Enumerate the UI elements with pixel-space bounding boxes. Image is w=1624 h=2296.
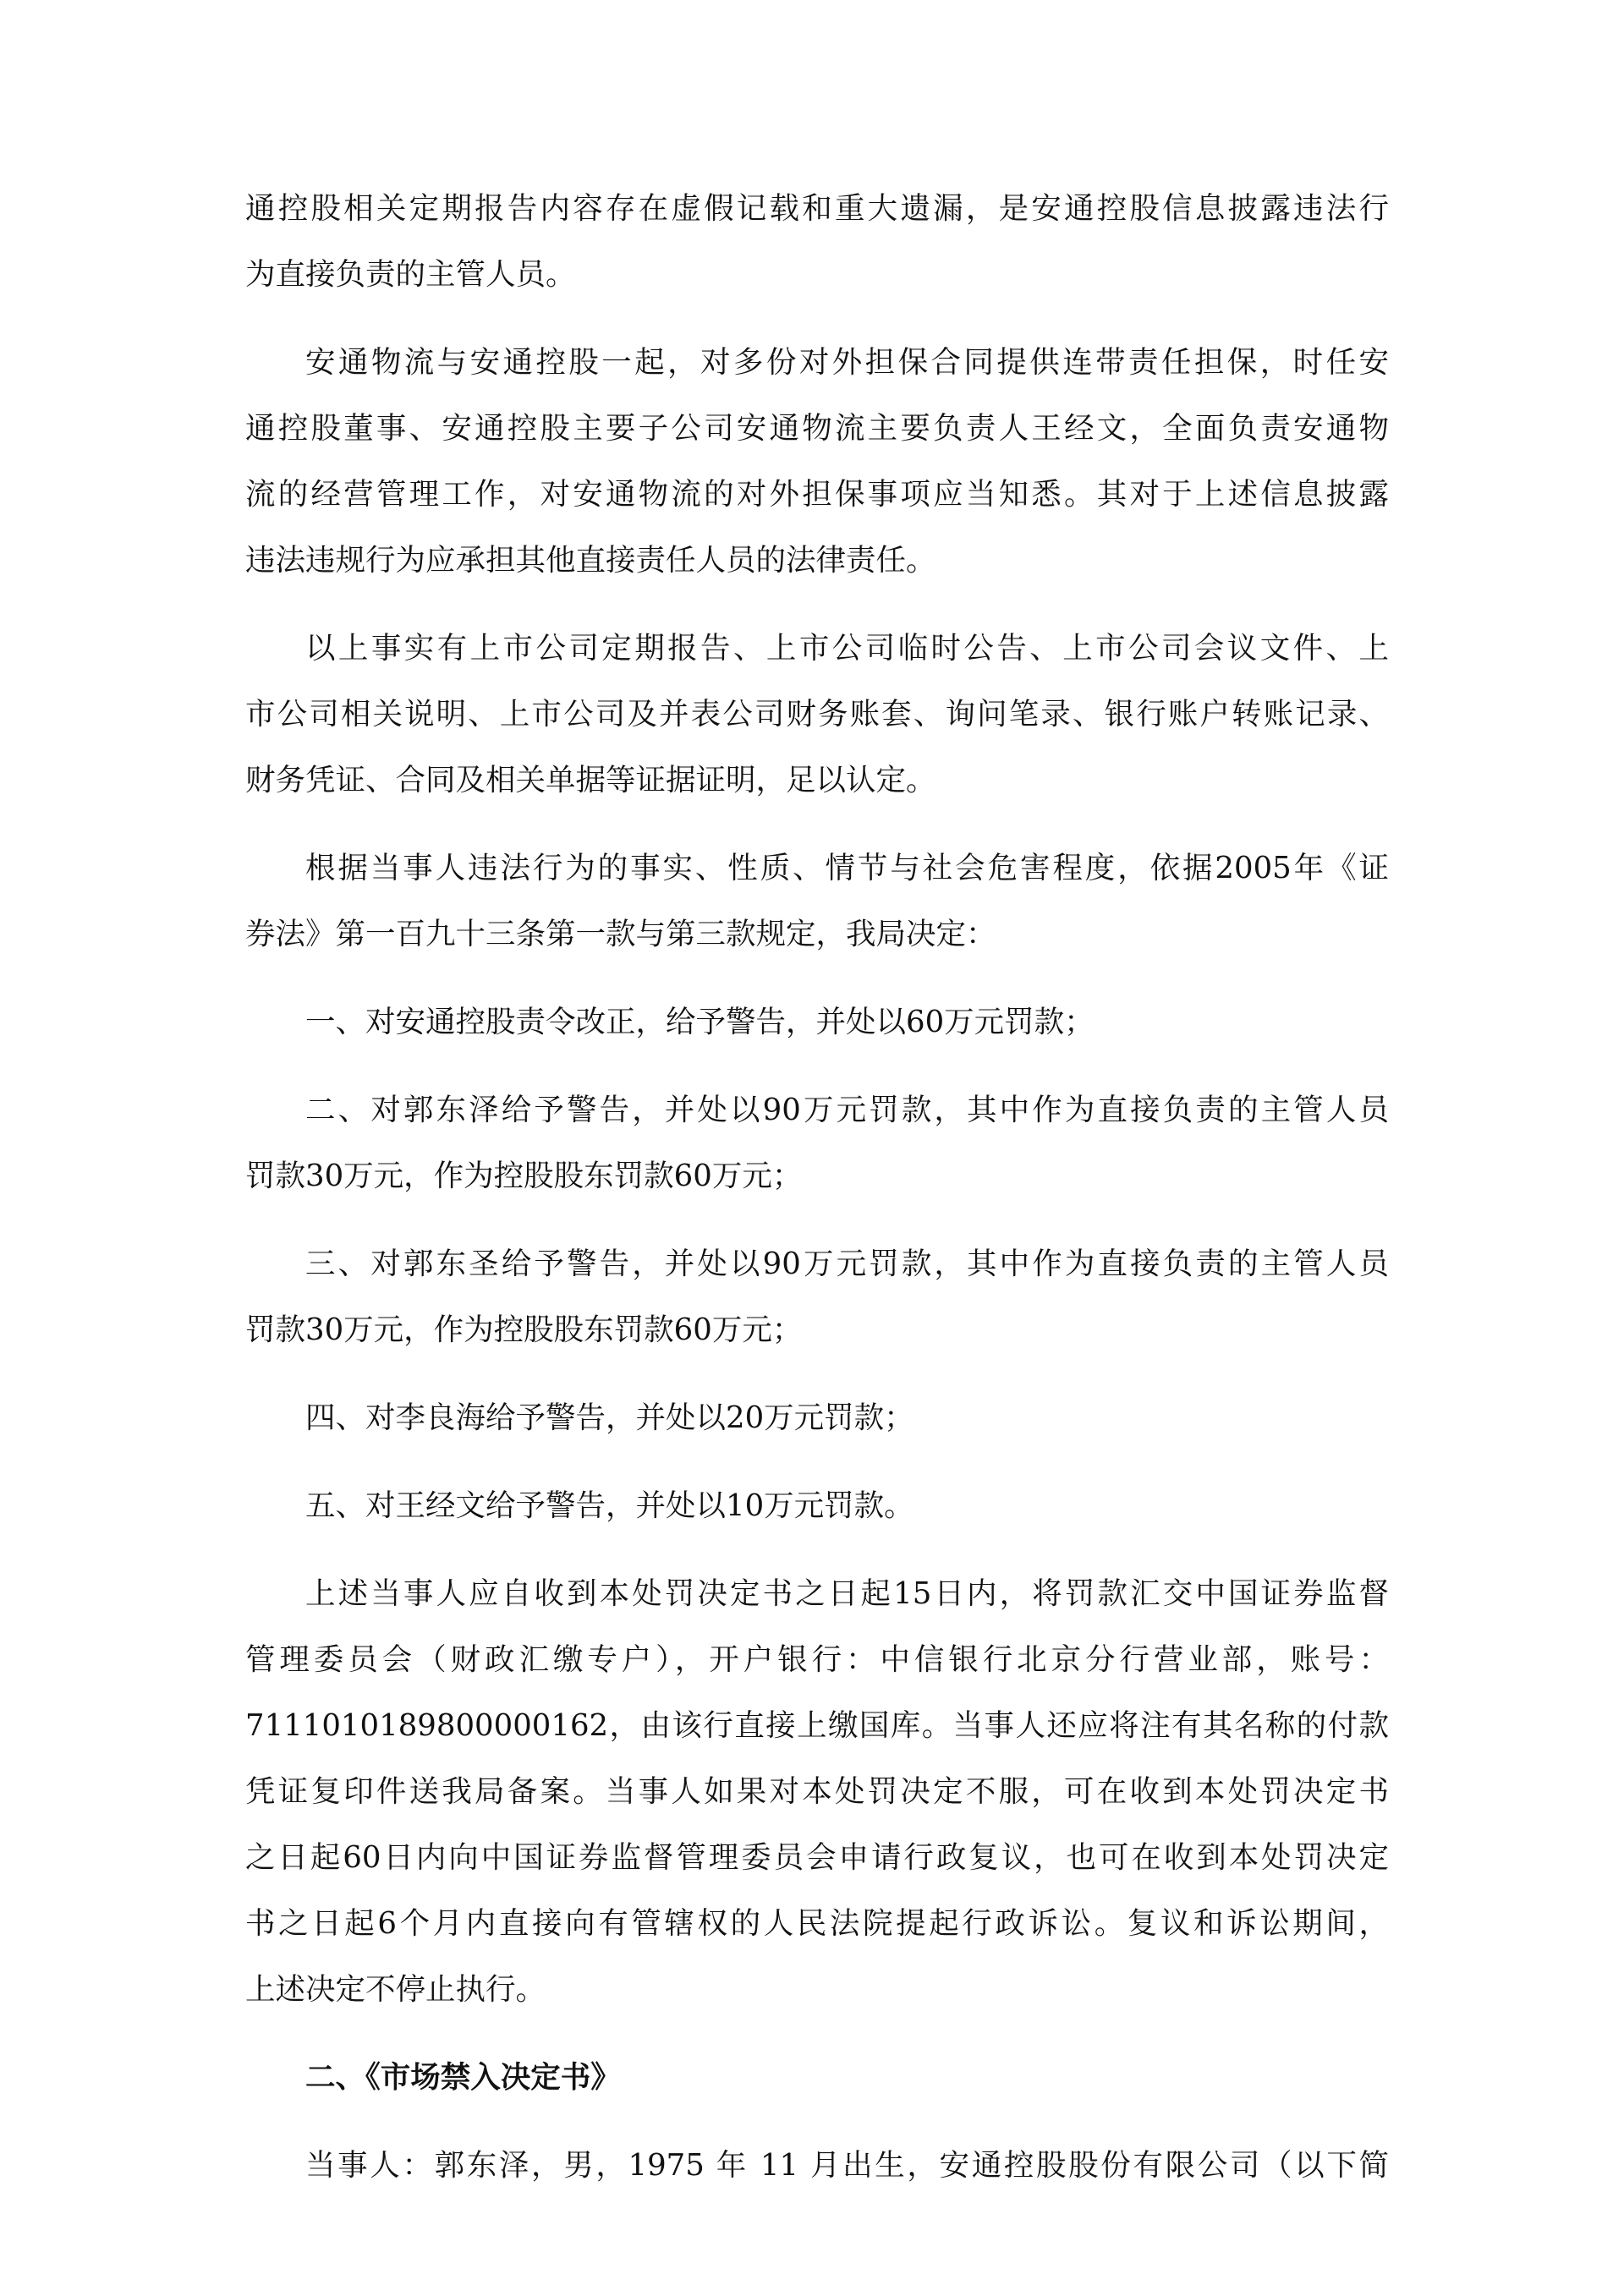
section-heading-market-ban xyxy=(245,2045,1389,2111)
text-line: 根据当事人违法行为的事实、性质、情节与社会危害程度，依据2005年《证 xyxy=(305,851,1389,885)
text-line: 市公司相关说明、上市公司及并表公司财务账套、询问笔录、银行账户转账记录、 xyxy=(245,697,1389,732)
penalty-item-1 xyxy=(245,989,1389,1055)
text-line: 二、对郭东泽给予警告，并处以90万元罚款，其中作为直接负责的主管人员 xyxy=(305,1093,1389,1127)
text-line: 四、对李良海给予警告，并处以20万元罚款； xyxy=(305,1400,914,1435)
text-line: 流的经营管理工作，对安通物流的对外担保事项应当知悉。其对于上述信息披露 xyxy=(245,477,1389,512)
text-line: 为直接负责的主管人员。 xyxy=(245,257,576,292)
text-line: 罚款30万元，作为控股股东罚款60万元； xyxy=(245,1159,803,1193)
text-line: 上述决定不停止执行。 xyxy=(245,1972,546,2007)
text-line: 券法》第一百九十三条第一款与第三款规定，我局决定： xyxy=(245,917,996,951)
paragraph-evidence xyxy=(245,616,1389,814)
text-line: 管理委员会（财政汇缴专户），开户银行：中信银行北京分行营业部，账号： xyxy=(245,1642,1389,1677)
text-line: 安通物流与安通控股一起，对多份对外担保合同提供连带责任担保，时任安 xyxy=(305,345,1389,380)
text-line: 当事人：郭东泽，男，1975 年 11 月出生，安通控股股份有限公司（以下简 xyxy=(305,2148,1389,2183)
text-line: 财务凭证、合同及相关单据等证据证明，足以认定。 xyxy=(245,763,936,797)
text-line: 书之日起6个月内直接向有管辖权的人民法院提起行政诉讼。复议和诉讼期间， xyxy=(245,1906,1389,1941)
penalty-item-2 xyxy=(245,1077,1389,1209)
text-line: 三、对郭东圣给予警告，并处以90万元罚款，其中作为直接负责的主管人员 xyxy=(305,1247,1389,1281)
document-page xyxy=(245,176,1389,2221)
text-line: 罚款30万元，作为控股股东罚款60万元； xyxy=(245,1312,803,1347)
paragraph-party-info xyxy=(245,2133,1389,2199)
text-line: 凭证复印件送我局备案。当事人如果对本处罚决定不服，可在收到本处罚决定书 xyxy=(245,1774,1389,1809)
text-line: 五、对王经文给予警告，并处以10万元罚款。 xyxy=(305,1488,914,1523)
paragraph-responsibility-conclusion xyxy=(245,176,1389,308)
penalty-item-5 xyxy=(245,1473,1389,1539)
text-line: 7111010189800000162，由该行直接上缴国库。当事人还应将注有其名称的付款 xyxy=(245,1708,1389,1743)
paragraph-payment-and-appeal xyxy=(245,1561,1389,2023)
text-line: 通控股董事、安通控股主要子公司安通物流主要负责人王经文，全面负责安通物 xyxy=(245,411,1389,446)
paragraph-guarantee-liability xyxy=(245,330,1389,594)
penalty-item-3 xyxy=(245,1231,1389,1363)
text-line: 违法违规行为应承担其他直接责任人员的法律责任。 xyxy=(245,543,936,578)
text-line: 通控股相关定期报告内容存在虚假记载和重大遗漏，是安通控股信息披露违法行 xyxy=(245,191,1389,226)
text-line: 之日起60日内向中国证券监督管理委员会申请行政复议，也可在收到本处罚决定 xyxy=(245,1840,1389,1875)
text-line: 上述当事人应自收到本处罚决定书之日起15日内，将罚款汇交中国证券监督 xyxy=(305,1576,1389,1611)
penalty-item-4 xyxy=(245,1385,1389,1451)
text-line: 以上事实有上市公司定期报告、上市公司临时公告、上市公司会议文件、上 xyxy=(305,631,1389,666)
heading-text: 二、《市场禁入决定书》 xyxy=(305,2060,621,2095)
text-line: 一、对安通控股责令改正，给予警告，并处以60万元罚款； xyxy=(305,1005,1095,1039)
paragraph-legal-basis xyxy=(245,836,1389,967)
